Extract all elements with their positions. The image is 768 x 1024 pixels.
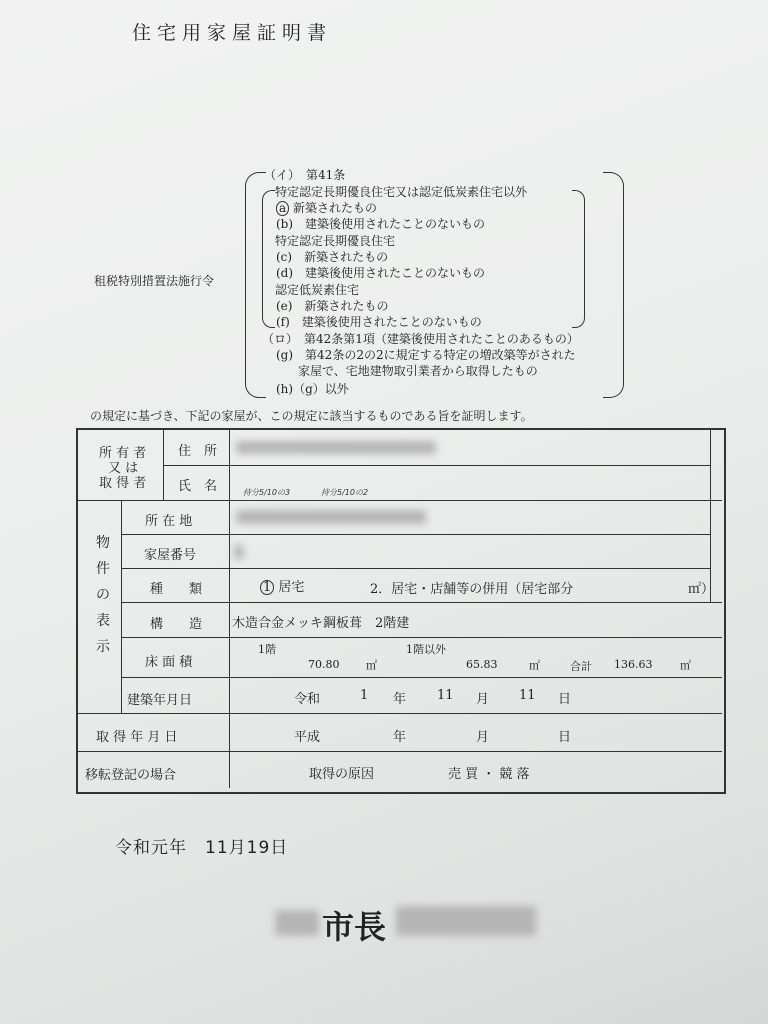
property-section-label — [93, 530, 113, 660]
vertical-char: 物 — [96, 535, 110, 551]
built-month-unit: 月 — [476, 692, 490, 707]
acquired-date-label: 取 得 年 月 日 — [96, 730, 178, 745]
row-divider — [76, 751, 722, 752]
floor-other-value: 65.83 — [466, 658, 498, 671]
built-day: 11 — [519, 688, 536, 703]
floor-other-label: 1階以外 — [406, 643, 446, 656]
total-value: 136.63 — [614, 658, 653, 671]
type-option-1 — [260, 576, 304, 595]
row-divider — [121, 637, 722, 638]
certification-statement: の規定に基づき、下記の家屋が、この規定に該当するものである旨を証明します。 — [90, 409, 533, 423]
built-day-unit: 日 — [558, 692, 572, 707]
provision-group3-title: 認定低炭素住宅 — [275, 283, 360, 297]
provision-ro-header: （ロ） 第42条第1項（建築後使用されたことのあるもの） — [262, 332, 579, 346]
col-divider — [163, 430, 164, 500]
selected-circle-a: a — [276, 201, 289, 216]
redacted-house-number — [234, 545, 244, 559]
provision-c: (c) 新築されたもの — [276, 250, 389, 264]
provision-group1-title: 特定認定長期優良住宅又は認定低炭素住宅以外 — [275, 185, 528, 199]
total-unit: ㎡ — [680, 659, 691, 672]
owner-label-1: 所 有 者 — [99, 446, 147, 461]
total-label: 合計 — [570, 660, 592, 673]
provision-e: (e) 新築されたもの — [276, 299, 389, 313]
row-divider — [76, 713, 722, 714]
built-month: 11 — [437, 688, 454, 703]
provision-group2-title: 特定認定長期優良住宅 — [275, 234, 396, 248]
redacted-location — [236, 510, 426, 524]
transfer-options: 売 買 ・ 競 落 — [448, 767, 530, 782]
provision-g-line2: 家屋で、宅地建物取引業者から取得したもの — [298, 364, 538, 378]
type-unit: ㎡） — [688, 582, 715, 597]
owner-label-3: 取 得 者 — [99, 476, 147, 491]
location-label: 所 在 地 — [145, 514, 193, 529]
provision-a-text: 新築されたもの — [292, 201, 377, 215]
built-date-label: 建築年月日 — [127, 693, 193, 708]
name-label: 氏 名 — [178, 479, 218, 494]
row-divider — [121, 602, 722, 603]
issue-date: 令和元年 11月19日 — [115, 838, 289, 858]
structure-value: 木造合金メッキ鋼板葺 2階建 — [232, 616, 410, 631]
row-divider — [121, 677, 722, 678]
selected-circle-type: 1 — [260, 580, 274, 595]
redacted-city-name — [275, 910, 319, 936]
floor-1-value: 70.80 — [308, 658, 340, 671]
document-title: 住宅用家屋証明書 — [132, 22, 333, 44]
name-note-1: 持分5/10の3 — [243, 488, 291, 497]
floor-other-unit: ㎡ — [529, 659, 540, 672]
acquired-era: 平成 — [294, 730, 321, 745]
built-year-unit: 年 — [393, 692, 407, 707]
type-option-1-text: 居宅 — [278, 580, 305, 595]
redacted-mayor-name — [396, 906, 536, 936]
acquired-month-unit: 月 — [476, 730, 490, 745]
row-divider — [121, 568, 710, 569]
name-note-2: 持分5/10の2 — [321, 488, 369, 497]
provision-f: (f) 建築後使用されたことのないもの — [276, 315, 482, 329]
acquired-year-unit: 年 — [393, 730, 407, 745]
structure-label: 構 造 — [150, 617, 203, 632]
provision-d: (d) 建築後使用されたことのないもの — [276, 266, 486, 280]
provision-b: (b) 建築後使用されたことのないもの — [276, 217, 486, 231]
vertical-char: の — [96, 587, 110, 603]
outer-right-brace — [603, 172, 624, 398]
transfer-label: 移転登記の場合 — [85, 768, 177, 783]
provision-i-header: （イ） 第41条 — [264, 168, 346, 182]
inner-left-brace — [262, 190, 275, 328]
address-label: 住 所 — [178, 444, 218, 459]
law-label: 租税特別措置法施行令 — [94, 274, 215, 288]
built-year: 1 — [360, 688, 369, 703]
owner-label-2: 又 は — [108, 461, 139, 476]
provision-h: (h)（g）以外 — [276, 382, 349, 396]
provision-g-line1: (g) 第42条の2の2に規定する特定の増改築等がされた — [276, 348, 576, 362]
vertical-char: 表 — [96, 613, 110, 629]
provision-a — [276, 199, 377, 216]
floor-1-label: 1階 — [258, 643, 276, 656]
col-divider — [710, 430, 711, 602]
type-option-2: 2．居宅・店舗等の併用（居宅部分 — [370, 582, 574, 597]
acquired-day-unit: 日 — [558, 730, 572, 745]
col-divider — [121, 500, 122, 713]
row-divider — [121, 534, 710, 535]
transfer-cause-label: 取得の原因 — [309, 767, 375, 782]
vertical-char: 件 — [96, 561, 110, 577]
row-divider — [163, 465, 710, 466]
col-divider — [229, 430, 230, 788]
row-divider — [76, 500, 722, 501]
built-era: 令和 — [294, 692, 321, 707]
mayor-title: 市長 — [322, 908, 387, 946]
type-label: 種 類 — [150, 582, 203, 597]
house-number-label: 家屋番号 — [144, 548, 197, 563]
inner-right-brace — [572, 190, 585, 328]
redacted-address — [236, 441, 436, 454]
vertical-char: 示 — [96, 639, 110, 655]
floor-area-label: 床 面 積 — [145, 655, 193, 670]
floor-1-unit: ㎡ — [366, 659, 377, 672]
